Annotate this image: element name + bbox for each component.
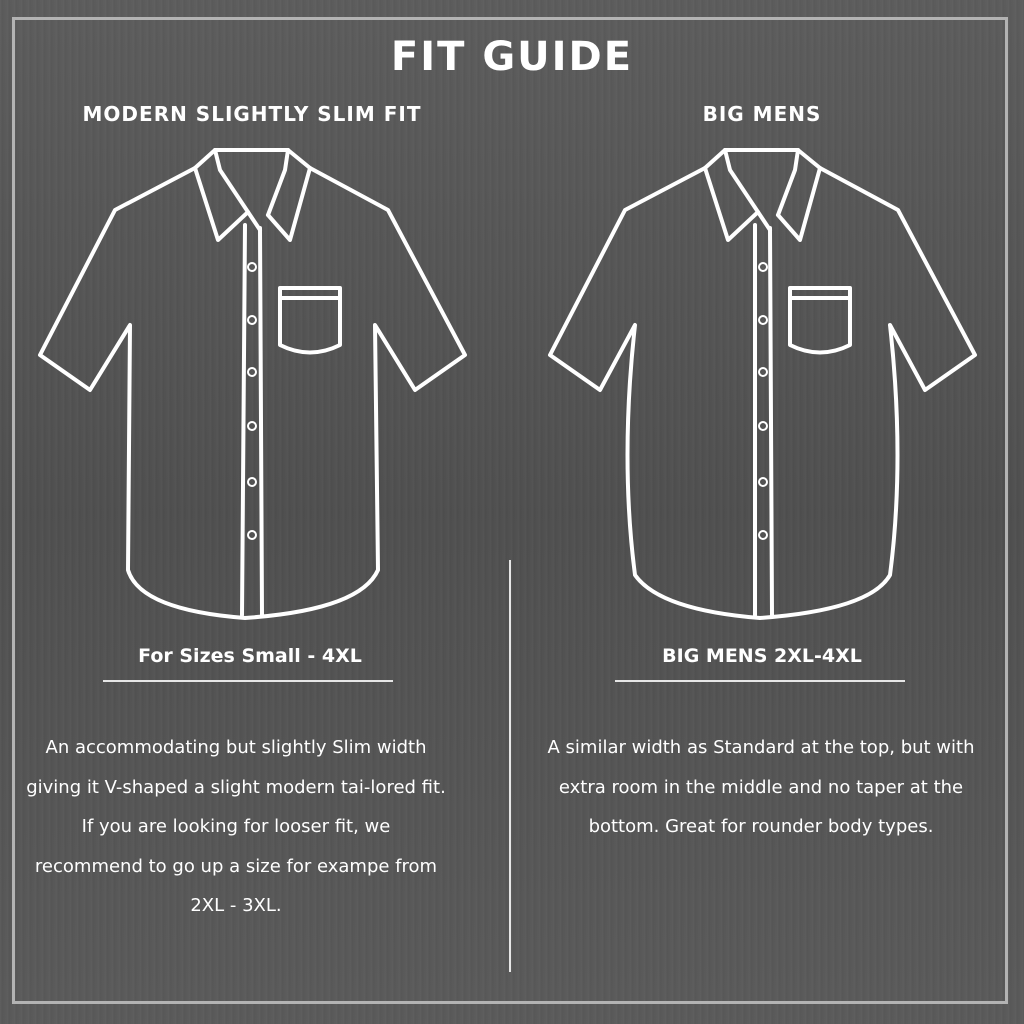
big-mens-underline: [615, 680, 905, 682]
page-title: FIT GUIDE: [390, 34, 634, 80]
big-mens-shirt-illustration: [540, 140, 980, 630]
slim-fit-underline: [103, 680, 393, 682]
slim-fit-shirt-illustration: [30, 140, 470, 630]
big-mens-heading: BIG MENS: [702, 102, 822, 126]
big-mens-description: A similar width as Standard at the top, but with extra room in the middle and no taper at the bottom. Great for rounder body types.: [547, 737, 975, 837]
slim-fit-heading: MODERN SLIGHTLY SLIM FIT: [82, 102, 422, 126]
column-divider: [509, 560, 511, 972]
slim-fit-size-range: For Sizes Small - 4XL: [138, 645, 362, 667]
slim-fit-description: An accommodating but slightly Slim width giving it V-shaped a slight modern tai-lored fit. If you are looking for looser fit, we recommend to go up a size for exampe from 2XL - 3XL.: [26, 737, 446, 916]
big-mens-size-range: BIG MENS 2XL-4XL: [662, 645, 862, 667]
